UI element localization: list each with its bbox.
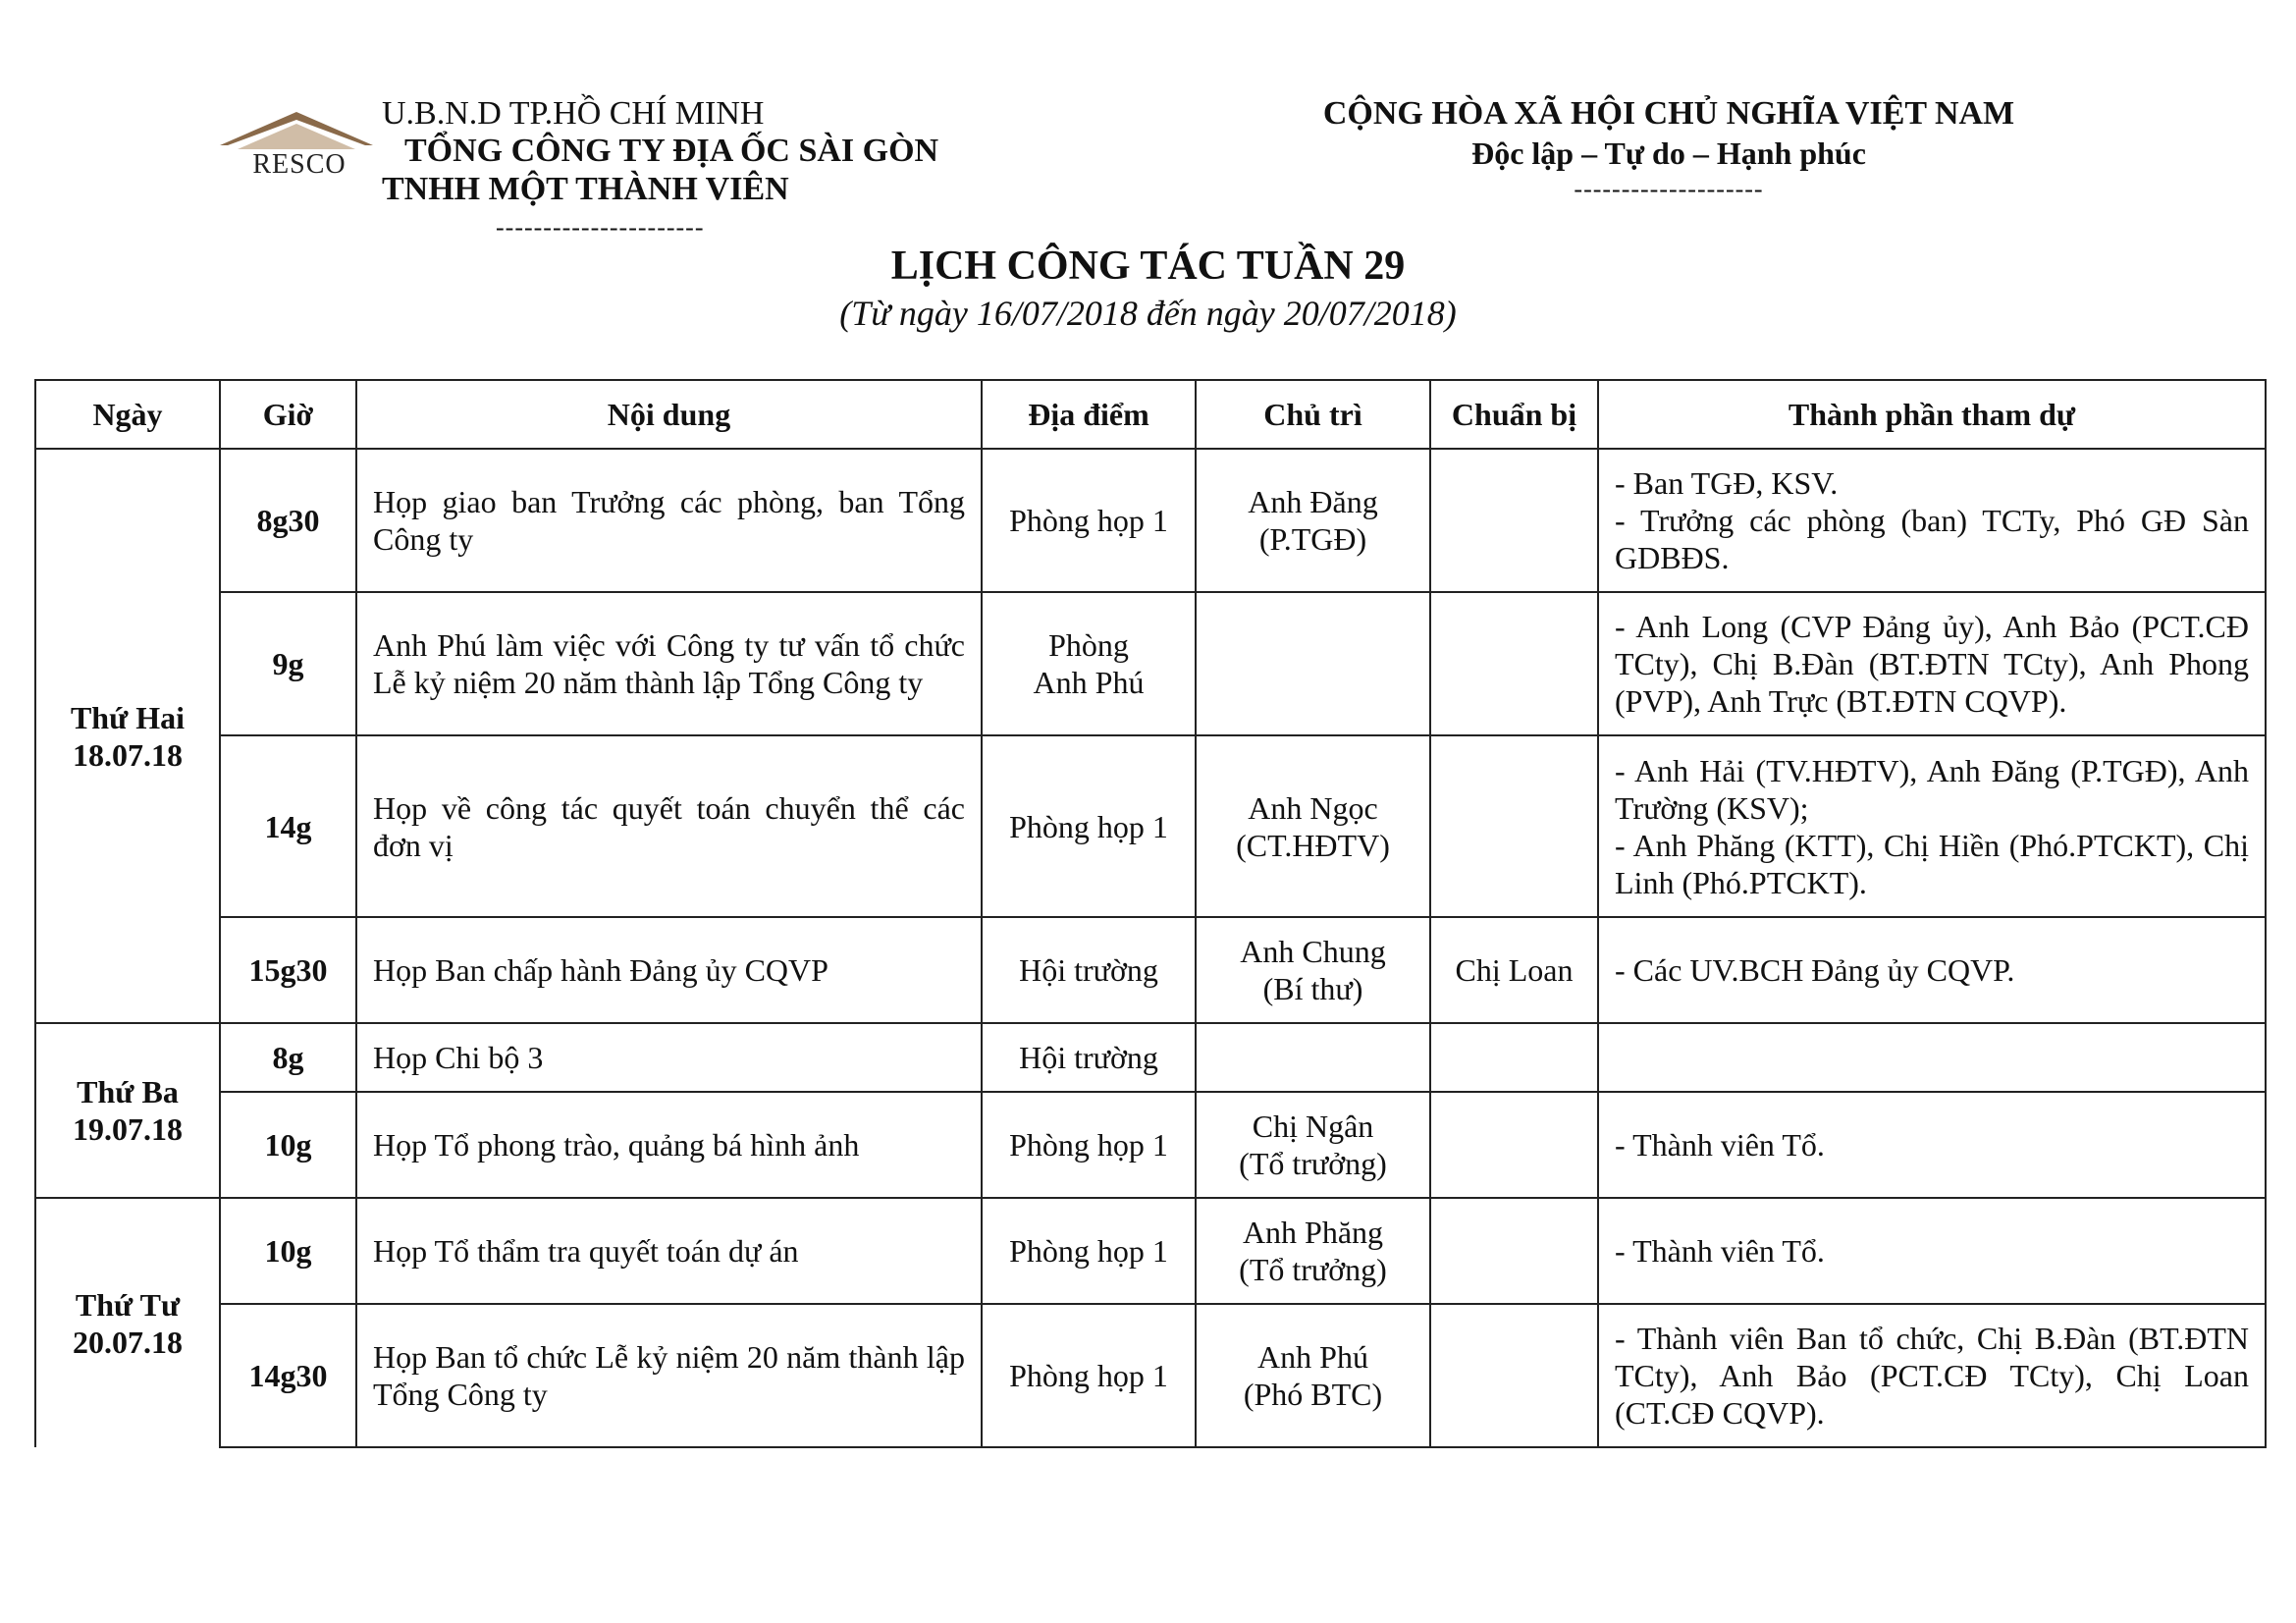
participants-cell bbox=[1598, 735, 2266, 917]
host-cell bbox=[1196, 1198, 1430, 1304]
host-title: (Phó BTC) bbox=[1243, 1377, 1383, 1412]
org-name-line: TỔNG CÔNG TY ĐỊA ỐC SÀI GÒN bbox=[404, 133, 939, 169]
content-cell: Họp giao ban Trưởng các phòng, ban Tổng Công ty bbox=[356, 449, 982, 592]
day-name: Thứ Ba bbox=[77, 1074, 179, 1109]
host-cell bbox=[1196, 735, 1430, 917]
place-line: Anh Phú bbox=[1033, 665, 1145, 700]
place-cell: Phòng họp 1 bbox=[982, 735, 1196, 917]
place-cell: Phòng họp 1 bbox=[982, 449, 1196, 592]
place-cell: Hội trường bbox=[982, 1023, 1196, 1092]
resco-logo bbox=[218, 110, 381, 179]
host-name: Anh Phú bbox=[1257, 1339, 1368, 1375]
national-header bbox=[1306, 94, 2032, 206]
table-row bbox=[35, 1023, 2266, 1092]
header-participants: Thành phần tham dự bbox=[1598, 380, 2266, 449]
content-cell: Họp Ban chấp hành Đảng ủy CQVP bbox=[356, 917, 982, 1023]
prep-cell bbox=[1430, 592, 1598, 735]
header-prep: Chuẩn bị bbox=[1430, 380, 1598, 449]
day-name: Thứ Tư bbox=[75, 1286, 181, 1323]
time-cell: 8g bbox=[220, 1023, 356, 1092]
host-cell bbox=[1196, 1092, 1430, 1198]
time-cell: 14g30 bbox=[220, 1304, 356, 1447]
content-cell: Họp về công tác quyết toán chuyển thể các đơn vị bbox=[356, 735, 982, 917]
day-cell bbox=[35, 1023, 220, 1198]
participant-line: - Anh Phăng (KTT), Chị Hiền (Phó.PTCKT), Chị Linh (Phó.PTCKT). bbox=[1615, 827, 2249, 900]
day-cell bbox=[35, 449, 220, 1023]
table-header-row bbox=[35, 380, 2266, 449]
host-title: (Bí thư) bbox=[1262, 971, 1363, 1006]
table-row bbox=[35, 1198, 2266, 1304]
prep-cell bbox=[1430, 1023, 1598, 1092]
header-time: Giờ bbox=[220, 380, 356, 449]
day-date: 19.07.18 bbox=[73, 1111, 183, 1147]
participants-cell bbox=[1598, 592, 2266, 735]
participant-line: - Anh Hải (TV.HĐTV), Anh Đăng (P.TGĐ), Anh Trường (KSV); bbox=[1615, 752, 2249, 826]
prep-cell bbox=[1430, 1198, 1598, 1304]
title-block bbox=[0, 241, 2296, 335]
page-title: LỊCH CÔNG TÁC TUẦN 29 bbox=[890, 243, 1406, 289]
country-name: CỘNG HÒA XÃ HỘI CHỦ NGHĨA VIỆT NAM bbox=[1322, 95, 2015, 132]
prep-cell bbox=[1430, 735, 1598, 917]
header-host: Chủ trì bbox=[1196, 380, 1430, 449]
place-cell: Phòng họp 1 bbox=[982, 1092, 1196, 1198]
org-divider: ---------------------- bbox=[496, 213, 705, 242]
content-cell: Anh Phú làm việc với Công ty tư vấn tổ chức Lễ kỷ niệm 20 năm thành lập Tổng Công ty bbox=[356, 592, 982, 735]
participants-cell bbox=[1598, 1198, 2266, 1304]
participant-line: - Thành viên Tổ. bbox=[1615, 1127, 1825, 1163]
host-cell bbox=[1196, 592, 1430, 735]
org-parent-line: U.B.N.D TP.HỒ CHÍ MINH bbox=[382, 95, 765, 132]
table-row bbox=[35, 592, 2266, 735]
host-name: Anh Phăng bbox=[1242, 1215, 1384, 1250]
table-row bbox=[35, 1304, 2266, 1447]
time-cell: 9g bbox=[220, 592, 356, 735]
table-row bbox=[35, 735, 2266, 917]
participant-line: - Thành viên Ban tổ chức, Chị B.Đàn (BT.ĐTN TCty), Anh Bảo (PCT.CĐ TCty), Chị Loan (CT.CĐ CQVP). bbox=[1615, 1321, 2249, 1431]
host-name: Anh Chung bbox=[1240, 934, 1386, 969]
participant-line: - Trưởng các phòng (ban) TCTy, Phó GĐ Sàn GDBĐS. bbox=[1615, 503, 2249, 575]
table-row bbox=[35, 449, 2266, 592]
day-name: Thứ Hai bbox=[70, 699, 186, 735]
schedule-table bbox=[34, 379, 2267, 1448]
host-title: (Tổ trưởng) bbox=[1239, 1146, 1387, 1181]
participant-line: - Anh Long (CVP Đảng ủy), Anh Bảo (PCT.CĐ TCty), Chị B.Đàn (BT.ĐTN TCty), Anh Phong (PVP), Anh Trực (BT.ĐTN CQVP). bbox=[1615, 609, 2249, 719]
header-place: Địa điểm bbox=[982, 380, 1196, 449]
content-cell: Họp Ban tổ chức Lễ kỷ niệm 20 năm thành lập Tổng Công ty bbox=[356, 1304, 982, 1447]
host-title: (CT.HĐTV) bbox=[1236, 827, 1390, 863]
content-cell: Họp Tổ thẩm tra quyết toán dự án bbox=[356, 1198, 982, 1304]
national-motto: Độc lập – Tự do – Hạnh phúc bbox=[1471, 135, 1866, 171]
host-cell bbox=[1196, 1304, 1430, 1447]
host-name: Anh Đăng bbox=[1248, 484, 1378, 519]
participant-line: - Thành viên Tổ. bbox=[1615, 1233, 1825, 1269]
header-content: Nội dung bbox=[356, 380, 982, 449]
table-row bbox=[35, 1092, 2266, 1198]
header-day: Ngày bbox=[35, 380, 220, 449]
national-divider: -------------------- bbox=[1574, 175, 1764, 203]
content-cell: Họp Tổ phong trào, quảng bá hình ảnh bbox=[356, 1092, 982, 1198]
prep-cell bbox=[1430, 449, 1598, 592]
time-cell: 8g30 bbox=[220, 449, 356, 592]
logo-text: RESCO bbox=[252, 149, 347, 179]
prep-cell bbox=[1430, 1304, 1598, 1447]
host-title: (Tổ trưởng) bbox=[1239, 1252, 1387, 1287]
host-cell bbox=[1196, 449, 1430, 592]
host-cell bbox=[1196, 917, 1430, 1023]
participants-cell bbox=[1598, 1304, 2266, 1447]
participant-line: - Các UV.BCH Đảng ủy CQVP. bbox=[1615, 952, 2015, 988]
host-title: (P.TGĐ) bbox=[1258, 521, 1367, 557]
place-cell: Phòng họp 1 bbox=[982, 1304, 1196, 1447]
time-cell: 10g bbox=[220, 1092, 356, 1198]
day-cell bbox=[35, 1198, 220, 1447]
prep-cell bbox=[1430, 1092, 1598, 1198]
host-name: Chị Ngân bbox=[1252, 1109, 1374, 1144]
date-range: (Từ ngày 16/07/2018 đến ngày 20/07/2018) bbox=[839, 294, 1457, 333]
day-date: 18.07.18 bbox=[73, 736, 183, 773]
participants-cell bbox=[1598, 917, 2266, 1023]
participants-cell bbox=[1598, 1092, 2266, 1198]
time-cell: 14g bbox=[220, 735, 356, 917]
place-cell bbox=[982, 592, 1196, 735]
prep-cell: Chị Loan bbox=[1430, 917, 1598, 1023]
place-cell: Hội trường bbox=[982, 917, 1196, 1023]
participants-cell bbox=[1598, 1023, 2266, 1092]
table-row bbox=[35, 917, 2266, 1023]
place-line: Phòng bbox=[1048, 627, 1129, 663]
org-type-line: TNHH MỘT THÀNH VIÊN bbox=[382, 171, 789, 207]
place-cell: Phòng họp 1 bbox=[982, 1198, 1196, 1304]
time-cell: 15g30 bbox=[220, 917, 356, 1023]
time-cell: 10g bbox=[220, 1198, 356, 1304]
host-name: Anh Ngọc bbox=[1248, 789, 1378, 826]
participants-cell bbox=[1598, 449, 2266, 592]
content-cell: Họp Chi bộ 3 bbox=[356, 1023, 982, 1092]
host-cell bbox=[1196, 1023, 1430, 1092]
participant-line: - Ban TGĐ, KSV. bbox=[1615, 465, 1839, 501]
day-date: 20.07.18 bbox=[73, 1324, 183, 1360]
